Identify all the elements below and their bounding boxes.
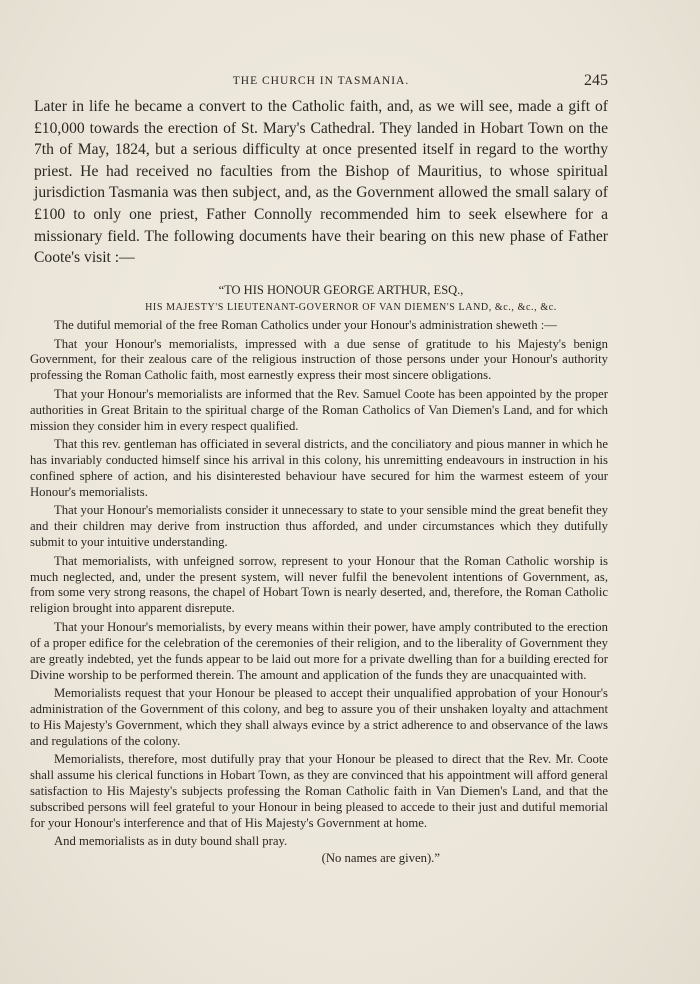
memorial-paragraph: That memorialists, with unfeigned sorrow, represent to your Honour that the Roman Catholic worship is much neglected, and, under the present system, will never fulfil the benevolent intentions of Government, as, from some very strong reasons, the chapel of Hobart Town is nearly deserted, and, therefore, the Roman Catholic religion brought into apparent disrepute. <box>30 553 608 616</box>
memorial-paragraph: That this rev. gentleman has officiated in several districts, and the conciliatory and pious manner in which he has invariably conducted himself since his arrival in this colony, his unremitting endeavours in instruction in his confined sphere of action, and his disinterested behaviour have secured for him the warmest esteem of your Honour's memorialists. <box>30 437 608 499</box>
memorial-paragraph: That your Honour's memorialists consider it unnecessary to state to your sensible mind the great benefit they and their children may derive from instruction thus afforded, and under circumstances which they dutifully submit to your intuitive understanding. <box>30 503 608 550</box>
memorial-attribution: (No names are given).” <box>321 851 440 866</box>
memorial-closing: And memorialists as in duty bound shall pray. <box>54 834 288 849</box>
memorial-text <box>30 318 608 867</box>
memorial-paragraph: The dutiful memorial of the free Roman Catholics under your Honour's administration sheweth :— <box>54 318 557 332</box>
memorial-paragraph: That your Honour's memorialists are informed that the Rev. Samuel Coote has been appointed by the proper authorities in Great Britain to the spiritual charge of the Roman Catholics of Van Diemen's Land, and for which mission they consider him in every respect qualified. <box>30 386 608 433</box>
memorial-heading <box>34 281 608 317</box>
page-number: 245 <box>584 72 608 89</box>
running-title: THE CHURCH IN TASMANIA. <box>232 75 410 87</box>
memorial-paragraph: Memorialists, therefore, most dutifully pray that your Honour be pleased to direct that the Rev. Mr. Coote shall assume his clerical functions in Hobart Town, as they are convinced that his appointment will afford general satisfaction to His Majesty's subjects professing the Roman Catholic faith in Van Diemen's Land, and that the subscribed persons will feel grateful to your Honour in being pleased to accede to their just and dutiful memorial for your Honour's interference and that of His Majesty's Government at home. <box>30 752 608 830</box>
memorial-paragraph: Memorialists request that your Honour be pleased to accept their unqualified approbation of your Honour's administration of the Government of this colony, and beg to assure you of their unshaken loyalty and attachment to His Majesty's Government, which they shall always evince by a strict adherence to and observance of the laws and regulations of the colony. <box>30 686 608 748</box>
intro-paragraph: Later in life he became a convert to the Catholic faith, and, as we will see, made a gift of £10,000 towards the erection of St. Mary's Cathedral. They landed in Hobart Town on the 7th of May, 1824, but a serious difficulty at once presented itself in regard to the worthy priest. He had received no faculties from the Bishop of Mauritius, to whose spiritual jurisdiction Tasmania was then subject, and, as the Government allowed the small salary of £100 to only one priest, Father Connolly recommended him to seek elsewhere for a missionary field. The following documents have their bearing on this new phase of Father Coote's visit :— <box>34 98 608 267</box>
running-head <box>34 72 608 92</box>
memorial-addressee: “TO HIS HONOUR GEORGE ARTHUR, ESQ., <box>218 283 464 297</box>
memorial-paragraph: That your Honour's memorialists, impressed with a due sense of gratitude to his Majesty's benign Government, for their zealous care of the religious instruction of those persons under your Honour's authority professing the Roman Catholic faith, most earnestly express their most sincere obligations. <box>30 336 608 383</box>
memorial-paragraph: That your Honour's memorialists, by every means within their power, have amply contributed to the erection of a proper edifice for the celebration of the ceremonies of their religion, and to the liberality of Government they are greatly indebted, yet the funds appear to be laid out more for a private dwelling than for a building erected for Divine worship to be performed therein. The amount and application of the funds they are unacquainted with. <box>30 619 608 682</box>
intro-paragraph-block <box>34 96 608 269</box>
memorial-addressee-title: HIS MAJESTY'S LIEUTENANT-GOVERNOR OF VAN DIEMEN'S LAND, &c., &c., &c. <box>145 302 557 313</box>
